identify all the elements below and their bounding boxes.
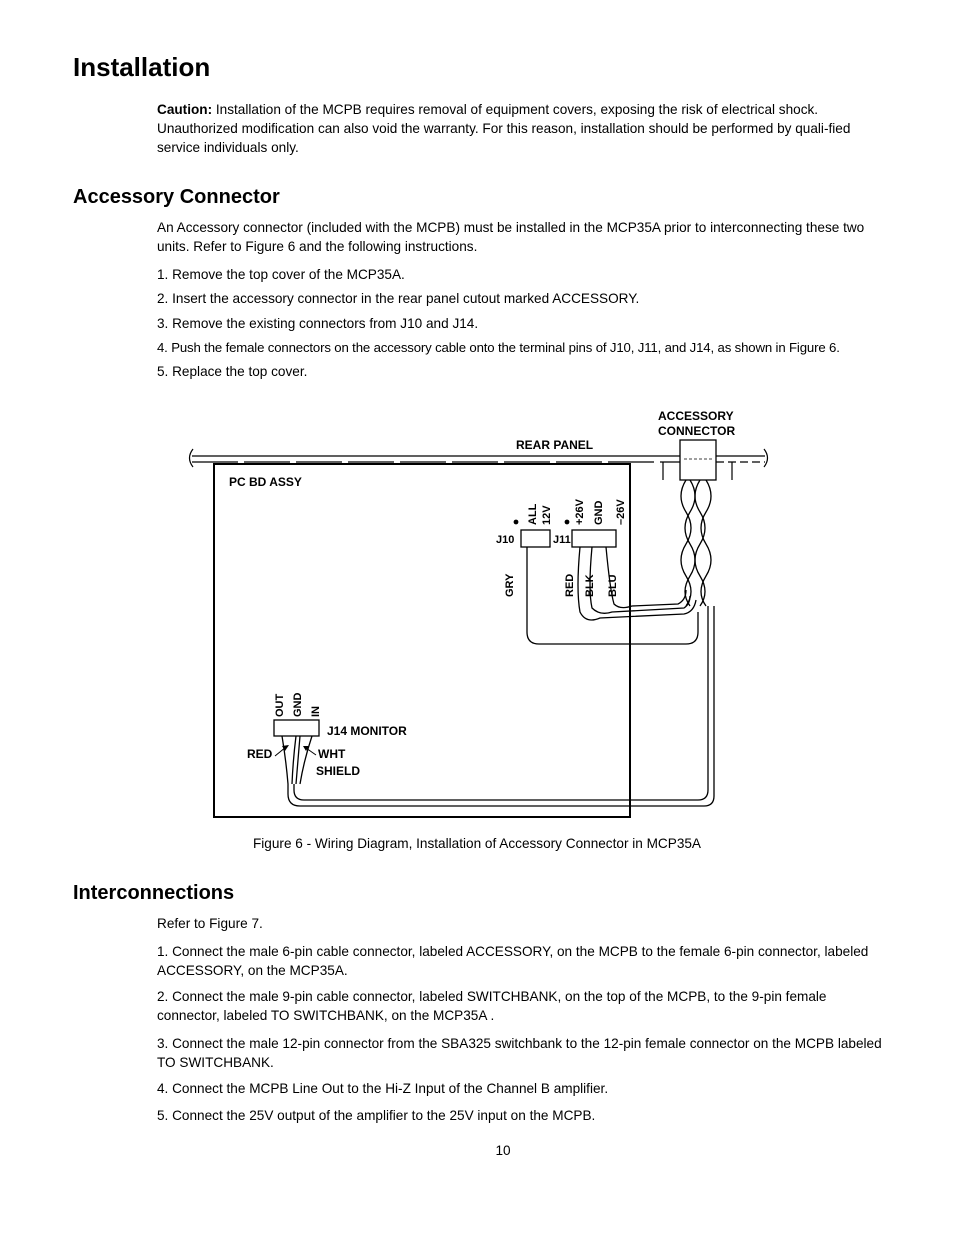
- j10-pin-label: 12V: [541, 505, 553, 525]
- j11-pin-label: GND: [593, 500, 605, 525]
- j11-pin1-dot: [565, 520, 570, 525]
- accessory-connector-heading: Accessory Connector: [73, 186, 280, 208]
- wire-harness: [288, 480, 714, 806]
- accessory-connector: [680, 440, 716, 480]
- j14-wires: [275, 736, 316, 784]
- wire-red-label: RED: [564, 573, 576, 597]
- j11-pin-label: +26V: [574, 499, 586, 525]
- page-number: 10: [495, 1143, 511, 1158]
- j10-pin-label: ALL: [527, 503, 539, 525]
- interconnections-heading: Interconnections: [73, 882, 235, 904]
- accessory-step: 4. Push the female connectors on the accessory cable onto the terminal pins of J10, J11, and J14, as shown in Figure 6.: [157, 340, 840, 355]
- j14-wht-label: WHT: [318, 747, 346, 761]
- accessory-connector-label: CONNECTOR: [658, 424, 736, 438]
- interconnections-step: 1. Connect the male 6-pin cable connector, labeled ACCESSORY, on the MCPB to the female 6-pin connector, labeled ACCESSORY, on the MCP35A.: [157, 944, 869, 978]
- j14-connector: [274, 720, 319, 736]
- accessory-step: 1. Remove the top cover of the MCP35A.: [157, 267, 405, 282]
- rear-panel-label: REAR PANEL: [516, 438, 594, 452]
- j11-pin-label: –26V: [615, 499, 627, 525]
- j14-shield-label: SHIELD: [316, 764, 361, 778]
- page-title: Installation: [73, 52, 211, 82]
- j14-pin-label: GND: [292, 692, 304, 717]
- j14-monitor-label: J14 MONITOR: [327, 724, 407, 738]
- interconnections-step: 3. Connect the male 12-pin connector from the SBA325 switchbank to the 12-pin female connector on the MCPB labeled TO SWITCHBANK.: [157, 1036, 882, 1070]
- j14-pin-label: IN: [310, 706, 322, 717]
- j10-label: J10: [496, 534, 515, 546]
- j10-connector: [521, 530, 550, 547]
- pc-bd-assy-label: PC BD ASSY: [229, 475, 302, 489]
- j11-label: J11: [553, 534, 571, 546]
- accessory-step: 3. Remove the existing connectors from J10 and J14.: [157, 316, 479, 331]
- accessory-intro: An Accessory connector (included with the MCPB) must be installed in the MCP35A prior to interconnecting these two units. Refer to Figure 6 and the following instructions.: [157, 220, 865, 254]
- interconnections-step: 5. Connect the 25V output of the amplifier to the 25V input on the MCPB.: [157, 1108, 596, 1123]
- accessory-connector-label: ACCESSORY: [658, 409, 734, 423]
- interconnections-step: 4. Connect the MCPB Line Out to the Hi-Z Input of the Channel B amplifier.: [157, 1081, 609, 1096]
- figure-caption: Figure 6 - Wiring Diagram, Installation of Accessory Connector in MCP35A: [252, 836, 702, 851]
- wire-gry-label: GRY: [504, 573, 516, 597]
- caution-label: Caution:: [157, 102, 213, 117]
- j14-pin-label: OUT: [274, 693, 286, 717]
- j11-connector: [572, 530, 616, 547]
- pc-board: [214, 464, 630, 817]
- accessory-step: 2. Insert the accessory connector in the rear panel cutout marked ACCESSORY.: [157, 291, 640, 306]
- j14-red-label: RED: [247, 747, 273, 761]
- interconnections-step: 2. Connect the male 9-pin cable connector, labeled SWITCHBANK, on the top of the MCPB, to the 9-pin female connector, labeled TO SWITCHBANK, on the MCP35A .: [157, 989, 827, 1023]
- wire-blu-label: BLU: [607, 574, 619, 597]
- wire-blk-label: BLK: [584, 574, 596, 597]
- caution-text: Installation of the MCPB requires removal of equipment covers, exposing the risk of electrical shock. Unauthorized modification can also void the warranty. For this reason, installation should be performed by quali-fied service individuals only.: [157, 102, 851, 155]
- interconnections-intro: Refer to Figure 7.: [157, 916, 263, 931]
- j10-pin1-dot: [514, 520, 519, 525]
- accessory-step: 5. Replace the top cover.: [157, 364, 308, 379]
